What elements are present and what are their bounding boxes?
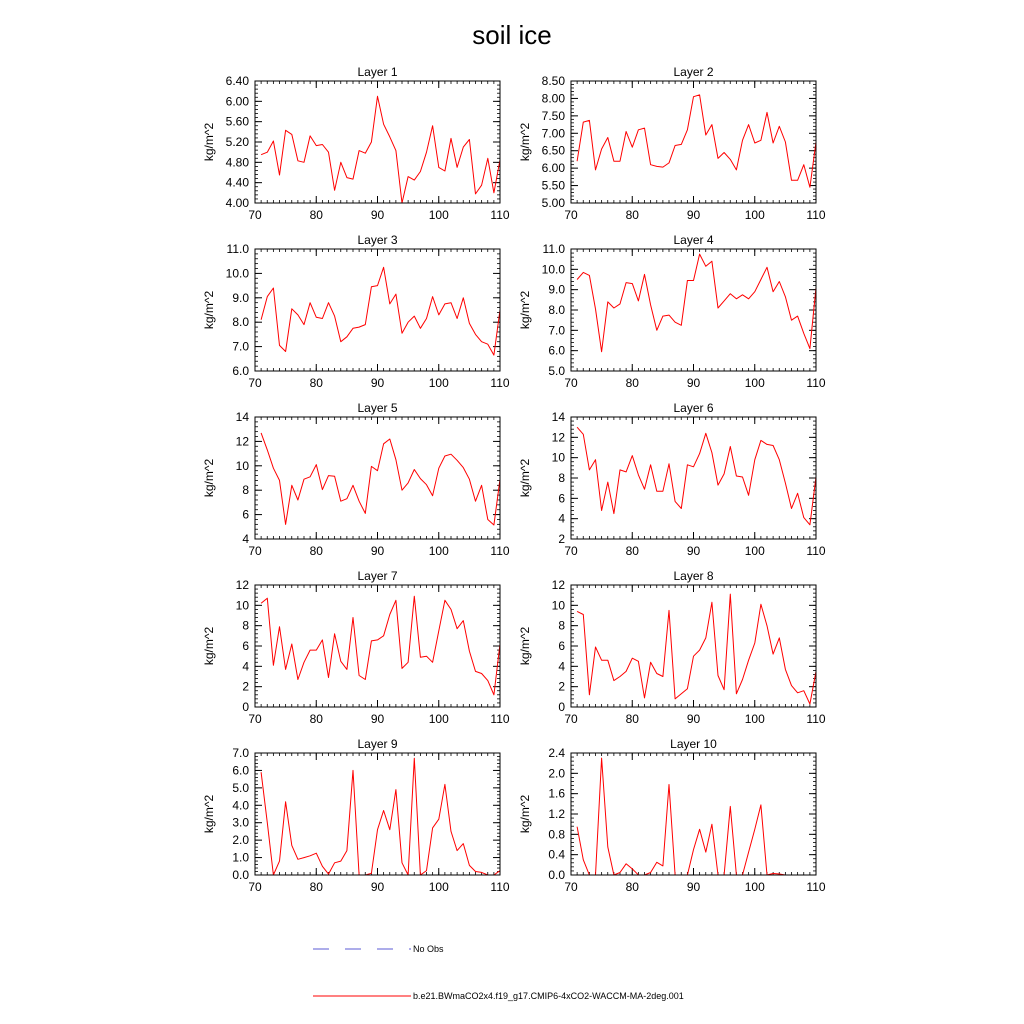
series-line: [261, 596, 500, 695]
x-tick-label: 70: [564, 376, 578, 390]
y-tick-label: 8: [558, 471, 565, 485]
y-tick-label: 4: [558, 659, 565, 674]
panel-title: Layer 1: [357, 65, 398, 79]
series-line: [261, 758, 500, 875]
y-tick-label: 12: [551, 578, 565, 592]
y-tick-label: 2.0: [232, 833, 249, 848]
y-tick-label: 12: [551, 430, 565, 445]
y-tick-label: 6.00: [541, 161, 565, 176]
series-line: [261, 433, 500, 525]
y-tick-label: 0.4: [548, 847, 565, 862]
y-tick-label: 7.0: [232, 746, 249, 760]
y-tick-label: 6: [558, 491, 565, 506]
series-line: [261, 267, 500, 355]
x-tick-label: 110: [490, 880, 510, 894]
y-tick-label: 11.0: [542, 242, 565, 256]
y-tick-label: 4.00: [225, 196, 249, 210]
y-tick-label: 8.0: [232, 315, 249, 330]
y-tick-label: 2: [558, 679, 565, 694]
plot-frame: [571, 249, 816, 371]
y-axis-label: kg/m^2: [518, 122, 532, 162]
x-tick-label: 110: [490, 544, 510, 558]
panel-layer-7: [202, 569, 510, 726]
panel-layer-1: [202, 65, 510, 222]
y-tick-label: 2: [558, 532, 565, 546]
y-tick-label: 14: [235, 410, 249, 424]
y-tick-label: 4.80: [225, 155, 249, 170]
panel-layer-4: [518, 233, 826, 390]
y-tick-label: 10: [235, 598, 249, 613]
plot-frame: [255, 753, 500, 875]
x-tick-label: 80: [625, 544, 639, 558]
y-tick-label: 5.60: [225, 114, 249, 129]
x-tick-label: 90: [370, 712, 385, 726]
panel-layer-5: [202, 401, 510, 558]
legend: [313, 944, 684, 1001]
plot-frame: [571, 753, 816, 875]
y-tick-label: 10: [235, 458, 249, 473]
series-line: [261, 96, 500, 203]
panel-title: Layer 9: [357, 737, 398, 751]
y-tick-label: 1.2: [548, 807, 565, 821]
x-tick-label: 90: [686, 712, 701, 726]
x-tick-label: 100: [744, 544, 765, 558]
y-tick-label: 8.0: [548, 303, 565, 317]
x-tick-label: 90: [686, 208, 701, 222]
y-tick-label: 7.0: [232, 339, 249, 354]
x-tick-label: 110: [806, 208, 826, 222]
y-axis-label: kg/m^2: [518, 290, 532, 330]
x-tick-label: 100: [744, 880, 765, 894]
y-tick-label: 6.50: [541, 143, 565, 158]
y-axis-label: kg/m^2: [202, 626, 216, 666]
y-tick-label: 8.00: [541, 91, 565, 106]
y-tick-label: 8: [558, 618, 565, 633]
plot-frame: [571, 417, 816, 539]
y-tick-label: 7.00: [541, 126, 565, 141]
y-tick-label: 5.0: [232, 780, 249, 795]
y-tick-label: 6.00: [225, 94, 249, 109]
y-tick-label: 0: [558, 700, 565, 714]
panel-title: Layer 2: [673, 65, 714, 79]
y-tick-label: 8: [242, 618, 249, 633]
x-tick-label: 100: [428, 376, 449, 390]
y-tick-label: 5.0: [548, 364, 565, 378]
x-tick-label: 70: [248, 880, 262, 894]
x-tick-label: 70: [564, 712, 578, 726]
y-tick-label: 6: [558, 639, 565, 653]
x-tick-label: 80: [309, 208, 323, 222]
y-axis-label: kg/m^2: [518, 626, 532, 666]
panel-title: Layer 3: [357, 233, 398, 247]
panel-title: Layer 8: [673, 569, 714, 583]
y-tick-label: 10: [551, 598, 565, 613]
x-tick-label: 70: [564, 544, 578, 558]
y-tick-label: 7.0: [548, 323, 565, 338]
x-tick-label: 70: [248, 544, 262, 558]
y-tick-label: 6.0: [232, 364, 249, 378]
y-tick-label: 0.0: [232, 868, 249, 882]
series-line: [577, 758, 816, 875]
y-axis-label: kg/m^2: [518, 794, 532, 834]
panel-title: Layer 7: [357, 569, 398, 583]
y-axis-label: kg/m^2: [518, 458, 532, 498]
y-tick-label: 5.00: [541, 196, 565, 210]
y-tick-label: 1.0: [232, 850, 249, 865]
y-tick-label: 0.0: [548, 868, 565, 882]
x-tick-label: 110: [806, 376, 826, 390]
panel-layer-10: [518, 737, 826, 894]
x-tick-label: 90: [370, 544, 385, 558]
y-tick-label: 12: [235, 578, 249, 592]
series-line: [577, 254, 816, 352]
y-tick-label: 3.0: [232, 815, 249, 830]
x-tick-label: 90: [686, 880, 701, 894]
x-tick-label: 80: [625, 712, 639, 726]
y-tick-label: 1.6: [548, 786, 565, 801]
legend-label-no-obs: No Obs: [413, 944, 444, 954]
x-tick-label: 70: [248, 208, 262, 222]
x-tick-label: 100: [428, 880, 449, 894]
y-tick-label: 6.40: [225, 74, 249, 88]
x-tick-label: 110: [806, 544, 826, 558]
x-tick-label: 100: [428, 544, 449, 558]
y-tick-label: 8.50: [541, 74, 565, 88]
panel-title: Layer 10: [670, 737, 717, 751]
y-tick-label: 5.50: [541, 178, 565, 193]
y-tick-label: 6: [242, 507, 249, 522]
y-tick-label: 12: [235, 434, 249, 449]
panel-title: Layer 4: [673, 233, 714, 247]
x-tick-label: 80: [309, 544, 323, 558]
x-tick-label: 80: [309, 712, 323, 726]
x-tick-label: 100: [744, 208, 765, 222]
x-tick-label: 90: [370, 880, 385, 894]
y-tick-label: 10: [551, 450, 565, 465]
panel-title: Layer 6: [673, 401, 714, 415]
y-tick-label: 10.0: [225, 266, 249, 281]
x-tick-label: 70: [564, 880, 578, 894]
x-tick-label: 80: [625, 208, 639, 222]
x-tick-label: 80: [309, 376, 323, 390]
panel-layer-9: [202, 737, 510, 894]
panel-layer-2: [518, 65, 826, 222]
x-tick-label: 70: [248, 712, 262, 726]
y-tick-label: 4.0: [232, 798, 249, 813]
panel-title: Layer 5: [357, 401, 398, 415]
x-tick-label: 70: [564, 208, 578, 222]
y-tick-label: 2.0: [548, 766, 565, 781]
x-tick-label: 110: [490, 376, 510, 390]
x-tick-label: 100: [428, 712, 449, 726]
panel-layer-6: [518, 401, 826, 558]
y-tick-label: 2.4: [548, 746, 565, 760]
x-tick-label: 90: [370, 376, 385, 390]
panel-layer-3: [202, 233, 510, 390]
x-tick-label: 100: [428, 208, 449, 222]
y-axis-label: kg/m^2: [202, 290, 216, 330]
x-tick-label: 80: [625, 880, 639, 894]
x-tick-label: 110: [490, 208, 510, 222]
series-line: [577, 95, 816, 187]
figure-title: soil ice: [472, 20, 552, 50]
y-tick-label: 8: [242, 483, 249, 498]
y-tick-label: 14: [551, 410, 565, 424]
panels-grid: [202, 65, 826, 894]
y-tick-label: 0: [242, 700, 249, 714]
legend-label-model-run: b.e21.BWmaCO2x4.f19_g17.CMIP6-4xCO2-WACCM-MA-2deg.001: [413, 991, 684, 1001]
y-axis-label: kg/m^2: [202, 122, 216, 162]
y-axis-label: kg/m^2: [202, 458, 216, 498]
plot-frame: [255, 417, 500, 539]
y-tick-label: 4: [242, 532, 249, 546]
x-tick-label: 80: [309, 880, 323, 894]
panel-layer-8: [518, 569, 826, 726]
y-tick-label: 10.0: [541, 262, 565, 277]
y-tick-label: 6: [242, 639, 249, 653]
y-tick-label: 4: [558, 511, 565, 526]
y-axis-label: kg/m^2: [202, 794, 216, 834]
y-tick-label: 7.50: [541, 108, 565, 123]
y-tick-label: 9.0: [548, 282, 565, 297]
x-tick-label: 90: [370, 208, 385, 222]
y-tick-label: 0.8: [548, 827, 565, 842]
series-line: [577, 594, 816, 704]
y-tick-label: 4: [242, 659, 249, 674]
x-tick-label: 90: [686, 544, 701, 558]
x-tick-label: 100: [744, 712, 765, 726]
y-tick-label: 5.20: [225, 135, 249, 149]
y-tick-label: 4.40: [225, 175, 249, 190]
plot-frame: [571, 585, 816, 707]
x-tick-label: 100: [744, 376, 765, 390]
series-line: [577, 427, 816, 525]
y-tick-label: 6.0: [232, 763, 249, 778]
x-tick-label: 80: [625, 376, 639, 390]
y-tick-label: 2: [242, 679, 249, 694]
x-tick-label: 110: [490, 712, 510, 726]
x-tick-label: 110: [806, 880, 826, 894]
x-tick-label: 90: [686, 376, 701, 390]
y-tick-label: 6.0: [548, 343, 565, 358]
y-tick-label: 11.0: [226, 242, 249, 256]
x-tick-label: 110: [806, 712, 826, 726]
y-tick-label: 9.0: [232, 290, 249, 305]
x-tick-label: 70: [248, 376, 262, 390]
